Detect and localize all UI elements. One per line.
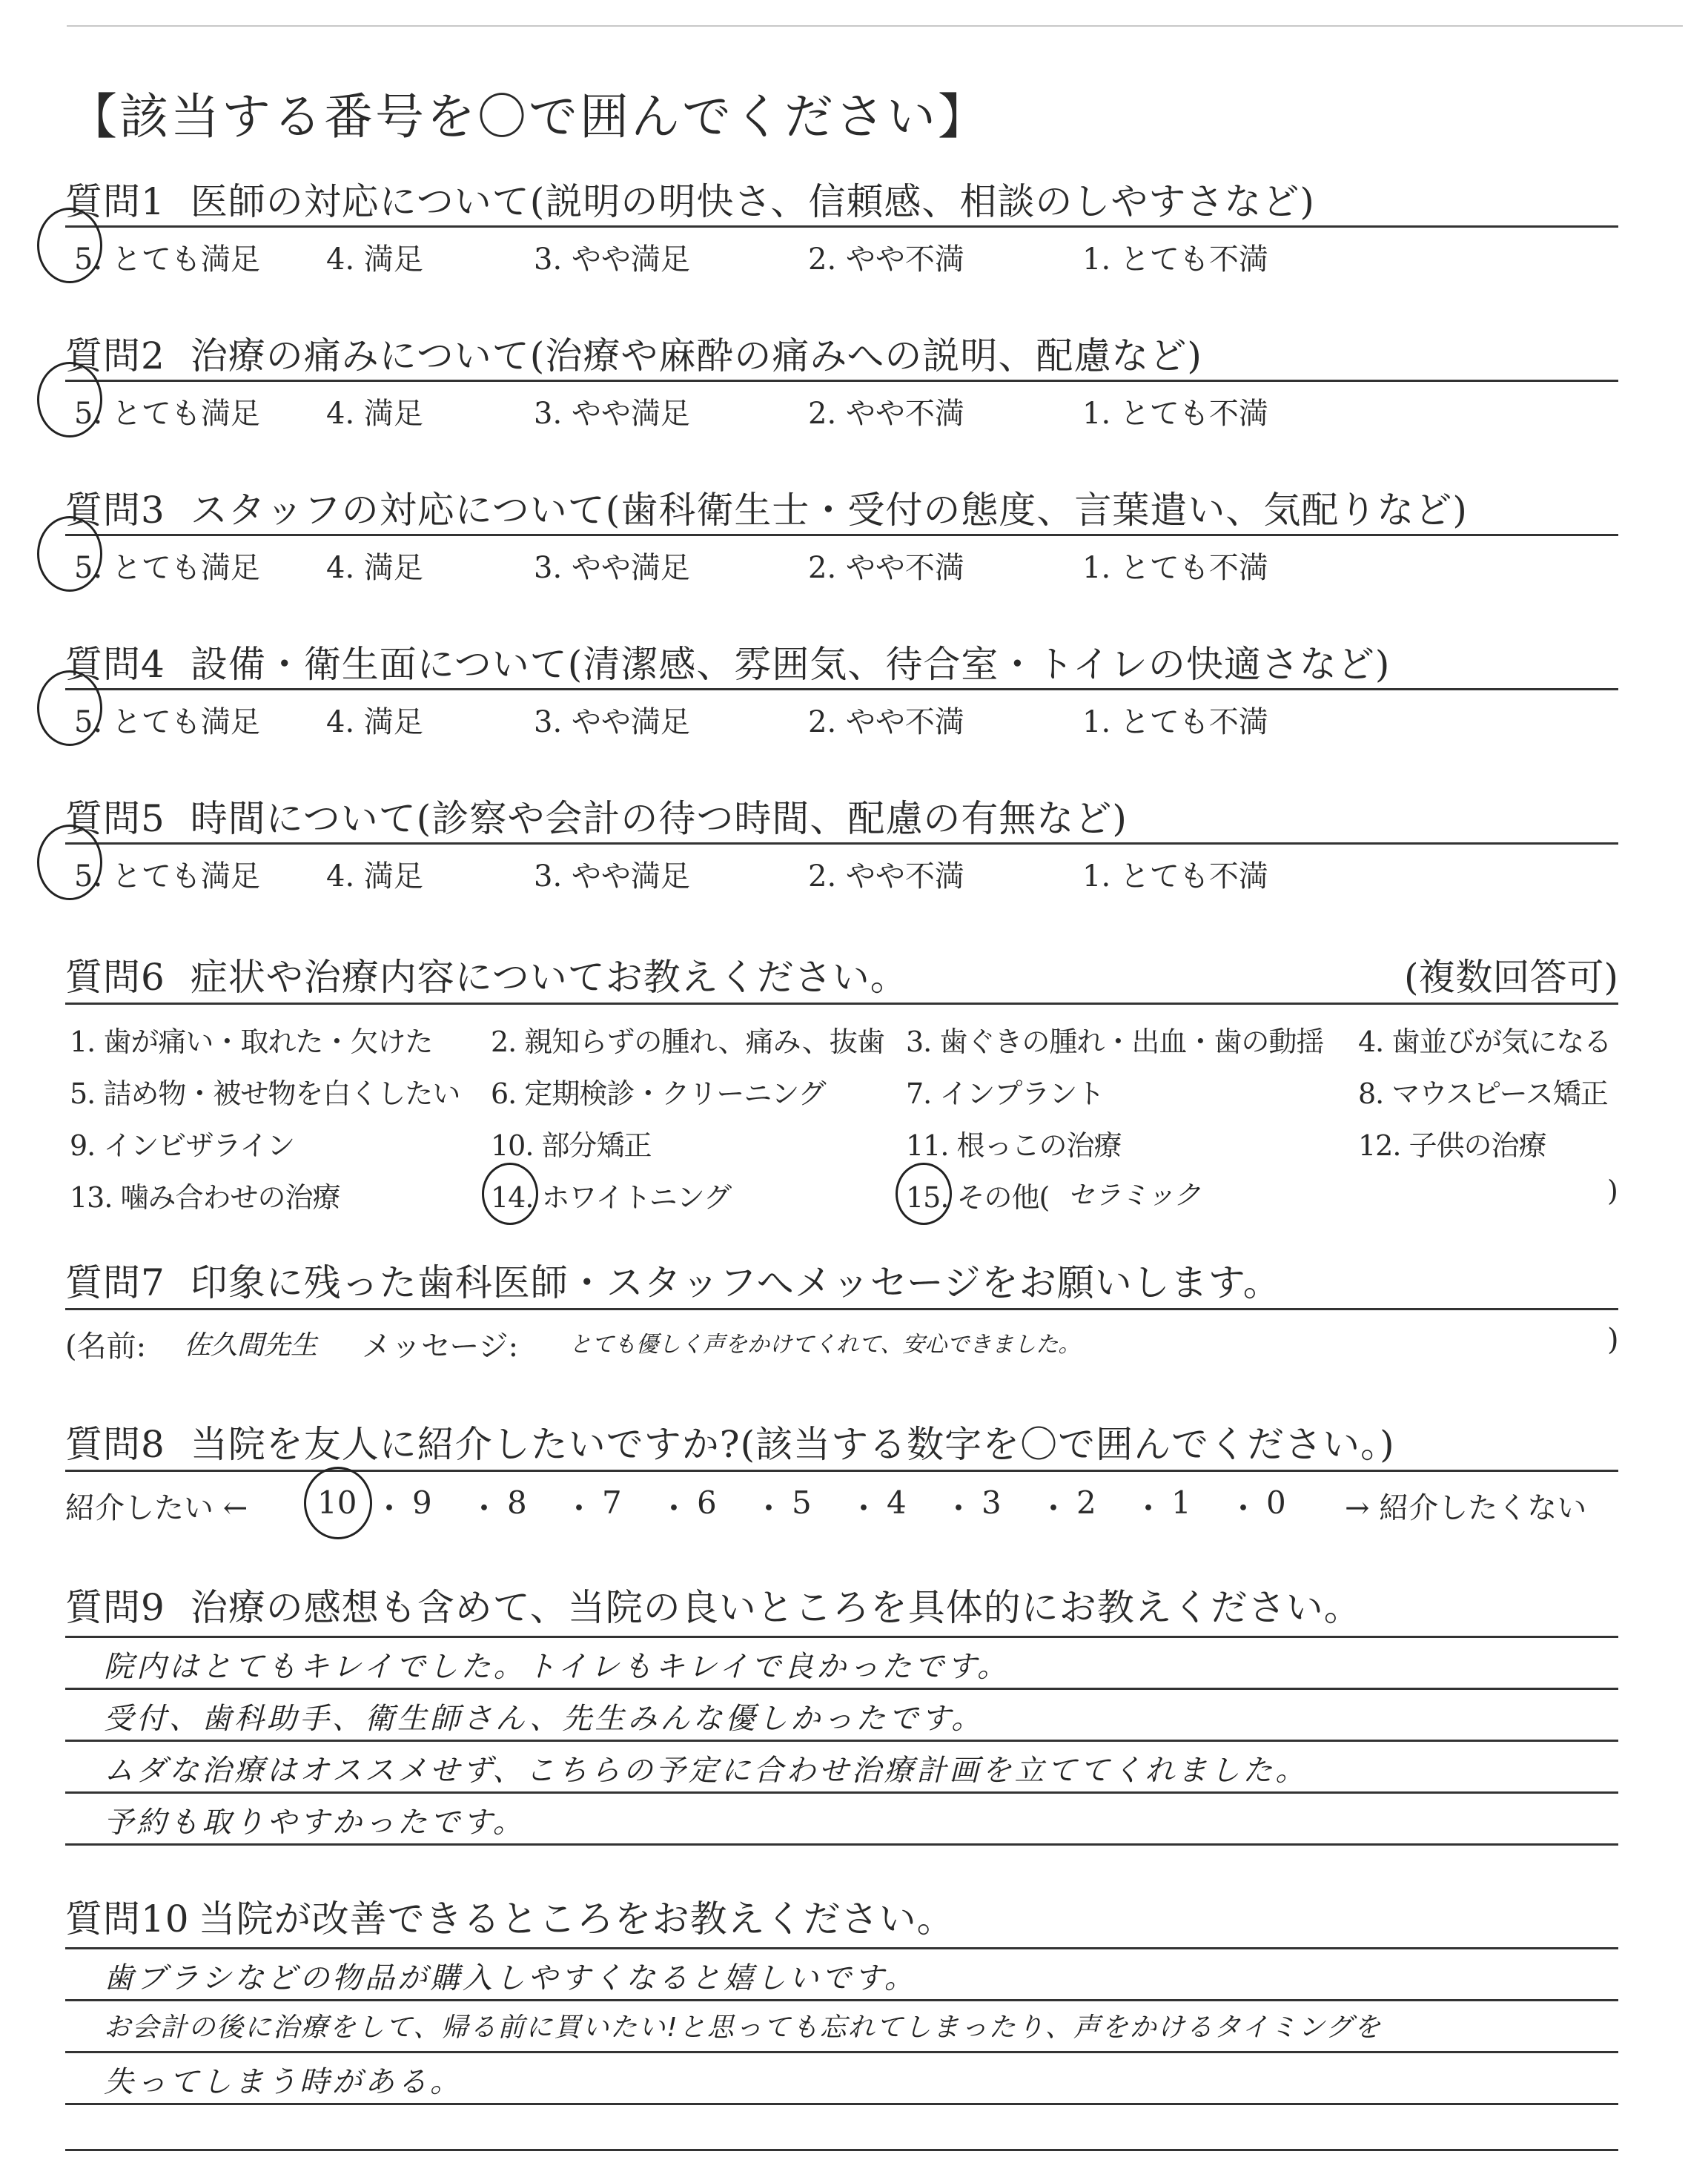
scale-value-2[interactable]: 2 [1076, 1484, 1096, 1521]
q6-option-1[interactable]: 1. 歯が痛い・取れた・欠けた [70, 1025, 433, 1058]
q6-option-7[interactable]: 7. インプラント [906, 1077, 1105, 1110]
question-8-title [65, 1415, 1395, 1468]
rating-option-4[interactable]: 4. 満足 [326, 859, 423, 894]
question-label: 症状や治療内容についてお教えください。 [190, 956, 908, 999]
question-label: 時間について(診察や会計の待つ時間、配慮の有無など) [190, 797, 1128, 840]
scale-separator: ・ [1038, 1490, 1070, 1527]
question-number: 質問2 [65, 334, 165, 377]
scale-separator: ・ [1133, 1490, 1165, 1527]
rating-option-2[interactable]: 2. やや不満 [808, 859, 964, 894]
message-close: ) [1607, 1323, 1619, 1357]
rating-option-5[interactable]: 5. とても満足 [74, 705, 260, 739]
q6-option-4[interactable]: 4. 歯並びが気になる [1358, 1025, 1612, 1058]
rating-option-2[interactable]: 2. やや不満 [808, 397, 964, 431]
q6-option-11[interactable]: 11. 根っこの治療 [906, 1129, 1122, 1162]
rating-option-1[interactable]: 1. とても不満 [1082, 551, 1268, 585]
rating-option-3[interactable]: 3. やや満足 [534, 859, 690, 894]
q10-answer-line-2[interactable]: お会計の後に治療をして、帰る前に買いたい!と思っても忘れてしまったり、声をかけるタイミングを [104, 2012, 1383, 2043]
scale-value-5[interactable]: 5 [792, 1484, 812, 1521]
scale-separator: ・ [658, 1490, 690, 1527]
question-label: 当院が改善できるところをお教えください。 [198, 1898, 955, 1941]
question-rule [65, 688, 1618, 690]
question-rule [65, 1308, 1618, 1310]
q6-option-15[interactable]: 15. その他( [906, 1181, 1050, 1214]
answer-line [65, 1999, 1618, 2001]
answer-line [65, 1791, 1618, 1794]
q10-answer-line-3[interactable]: 失ってしまう時がある。 [104, 2065, 463, 2099]
scan-top-border [67, 25, 1683, 27]
scale-value-1[interactable]: 1 [1171, 1484, 1191, 1521]
scale-separator: ・ [469, 1490, 500, 1527]
question-number: 質問6 [65, 956, 165, 999]
q9-answer-line-4[interactable]: 予約も取りやすかったです。 [104, 1806, 526, 1840]
q6-option-13[interactable]: 13. 噛み合わせの治療 [70, 1181, 340, 1214]
question-6-title [65, 948, 908, 1001]
scale-value-8[interactable]: 8 [507, 1484, 527, 1521]
answer-line [65, 1636, 1618, 1638]
rating-option-2[interactable]: 2. やや不満 [808, 705, 964, 739]
q6-option-10[interactable]: 10. 部分矯正 [491, 1129, 652, 1162]
answer-line [65, 2051, 1618, 2053]
question-number: 質問4 [65, 643, 165, 686]
question-number: 質問5 [65, 797, 165, 840]
answer-line [65, 1688, 1618, 1690]
message-handwritten[interactable]: とても優しく声をかけてくれて、安心できました。 [569, 1332, 1081, 1358]
rating-option-1[interactable]: 1. とても不満 [1082, 859, 1268, 894]
scale-separator: ・ [374, 1490, 406, 1527]
question-rule [65, 225, 1618, 228]
rating-option-5[interactable]: 5. とても満足 [74, 242, 260, 277]
rating-option-4[interactable]: 4. 満足 [326, 242, 423, 277]
recommend-right-label: → 紹介したくない [1345, 1491, 1587, 1525]
question-number: 質問9 [65, 1586, 165, 1629]
question-label: 医師の対応について(説明の明快さ、信頼感、相談のしやすさなど) [190, 180, 1315, 223]
question-2-title [65, 326, 1202, 380]
question-number: 質問1 [65, 180, 165, 223]
q6-option-14[interactable]: 14. ホワイトニング [491, 1181, 732, 1214]
scale-value-7[interactable]: 7 [602, 1484, 622, 1521]
question-label: 設備・衛生面について(清潔感、雰囲気、待合室・トイレの快適さなど) [190, 643, 1391, 686]
q9-answer-line-1[interactable]: 院内はとてもキレイでした。トイレもキレイで良かったです。 [104, 1650, 1010, 1684]
rating-option-1[interactable]: 1. とても不満 [1082, 705, 1268, 739]
recommend-left-label: 紹介したい ← [65, 1491, 248, 1525]
scale-value-9[interactable]: 9 [412, 1484, 432, 1521]
question-5-title [65, 789, 1128, 842]
question-number: 質問10 [65, 1898, 190, 1941]
q6-option-12[interactable]: 12. 子供の治療 [1358, 1129, 1546, 1162]
rating-option-5[interactable]: 5. とても満足 [74, 397, 260, 431]
q6-option-2[interactable]: 2. 親知らずの腫れ、痛み、抜歯 [491, 1025, 884, 1058]
question-number: 質問7 [65, 1261, 165, 1304]
question-rule [65, 380, 1618, 382]
q9-answer-line-3[interactable]: ムダな治療はオススメせず、こちらの予定に合わせ治療計画を立ててくれました。 [104, 1754, 1308, 1788]
rating-option-1[interactable]: 1. とても不満 [1082, 397, 1268, 431]
q6-option-5[interactable]: 5. 詰め物・被せ物を白くしたい [70, 1077, 460, 1110]
question-10-title [65, 1889, 955, 1943]
question-label: 治療の感想も含めて、当院の良いところを具体的にお教えください。 [190, 1586, 1362, 1629]
q6-option-9[interactable]: 9. インビザライン [70, 1129, 295, 1162]
q10-answer-line-1[interactable]: 歯ブラシなどの物品が購入しやすくなると嬉しいです。 [104, 1961, 917, 1995]
scale-separator: ・ [1228, 1490, 1260, 1527]
question-label: 治療の痛みについて(治療や麻酔の痛みへの説明、配慮など) [190, 334, 1202, 377]
question-9-title [65, 1578, 1362, 1631]
rating-option-3[interactable]: 3. やや満足 [534, 242, 690, 277]
question-3-title [65, 480, 1468, 534]
rating-option-4[interactable]: 4. 満足 [326, 705, 423, 739]
question-label: 印象に残った歯科医師・スタッフへメッセージをお願いします。 [190, 1261, 1281, 1304]
question-rule [65, 842, 1618, 845]
question-number: 質問8 [65, 1423, 165, 1466]
question-label: スタッフの対応について(歯科衛生士・受付の態度、言葉遣い、気配りなど) [190, 489, 1468, 532]
scale-value-3[interactable]: 3 [982, 1484, 1002, 1521]
multiple-answer-note: (複数回答可) [1403, 956, 1618, 999]
question-rule [65, 1003, 1618, 1005]
rating-option-3[interactable]: 3. やや満足 [534, 397, 690, 431]
rating-option-4[interactable]: 4. 満足 [326, 551, 423, 585]
scale-value-6[interactable]: 6 [697, 1484, 717, 1521]
scale-value-0[interactable]: 0 [1266, 1484, 1286, 1521]
scale-value-10[interactable]: 10 [317, 1484, 357, 1521]
name-handwritten[interactable]: 佐久間先生 [184, 1330, 318, 1361]
rating-option-2[interactable]: 2. やや不満 [808, 242, 964, 277]
answer-line [65, 2149, 1618, 2151]
answer-line [65, 1947, 1618, 1949]
name-label: (名前: [65, 1330, 147, 1364]
answer-line [65, 1740, 1618, 1742]
rating-option-3[interactable]: 3. やや満足 [534, 551, 690, 585]
q6-other-close: ) [1607, 1175, 1618, 1207]
q6-option-3[interactable]: 3. 歯ぐきの腫れ・出血・歯の動揺 [906, 1025, 1324, 1058]
scale-separator: ・ [943, 1490, 975, 1527]
rating-option-1[interactable]: 1. とても不満 [1082, 242, 1268, 277]
question-number: 質問3 [65, 489, 165, 532]
q6-option-6[interactable]: 6. 定期検診・クリーニング [491, 1077, 826, 1110]
rating-option-5[interactable]: 5. とても満足 [74, 551, 260, 585]
question-rule [65, 1470, 1618, 1472]
scale-value-4[interactable]: 4 [887, 1484, 907, 1521]
rating-option-2[interactable]: 2. やや不満 [808, 551, 964, 585]
rating-option-5[interactable]: 5. とても満足 [74, 859, 260, 894]
rating-option-4[interactable]: 4. 満足 [326, 397, 423, 431]
answer-line [65, 2103, 1618, 2105]
question-label: 当院を友人に紹介したいですか?(該当する数字を〇で囲んでください。) [190, 1423, 1395, 1466]
rating-option-3[interactable]: 3. やや満足 [534, 705, 690, 739]
page-heading: 【該当する番号を〇で囲んでください】 [68, 88, 989, 145]
q6-other-handwritten[interactable]: セラミック [1068, 1180, 1201, 1211]
question-7-title [65, 1253, 1281, 1307]
question-rule [65, 534, 1618, 536]
question-1-title [65, 172, 1315, 225]
scale-separator: ・ [563, 1490, 595, 1527]
q6-option-8[interactable]: 8. マウスピース矯正 [1358, 1077, 1608, 1110]
scale-separator: ・ [848, 1490, 880, 1527]
q9-answer-line-2[interactable]: 受付、歯科助手、衛生師さん、先生みんな優しかったです。 [104, 1702, 984, 1736]
answer-line [65, 1843, 1618, 1846]
question-4-title [65, 635, 1390, 688]
scale-separator: ・ [753, 1490, 785, 1527]
message-label: メッセージ: [362, 1330, 519, 1364]
